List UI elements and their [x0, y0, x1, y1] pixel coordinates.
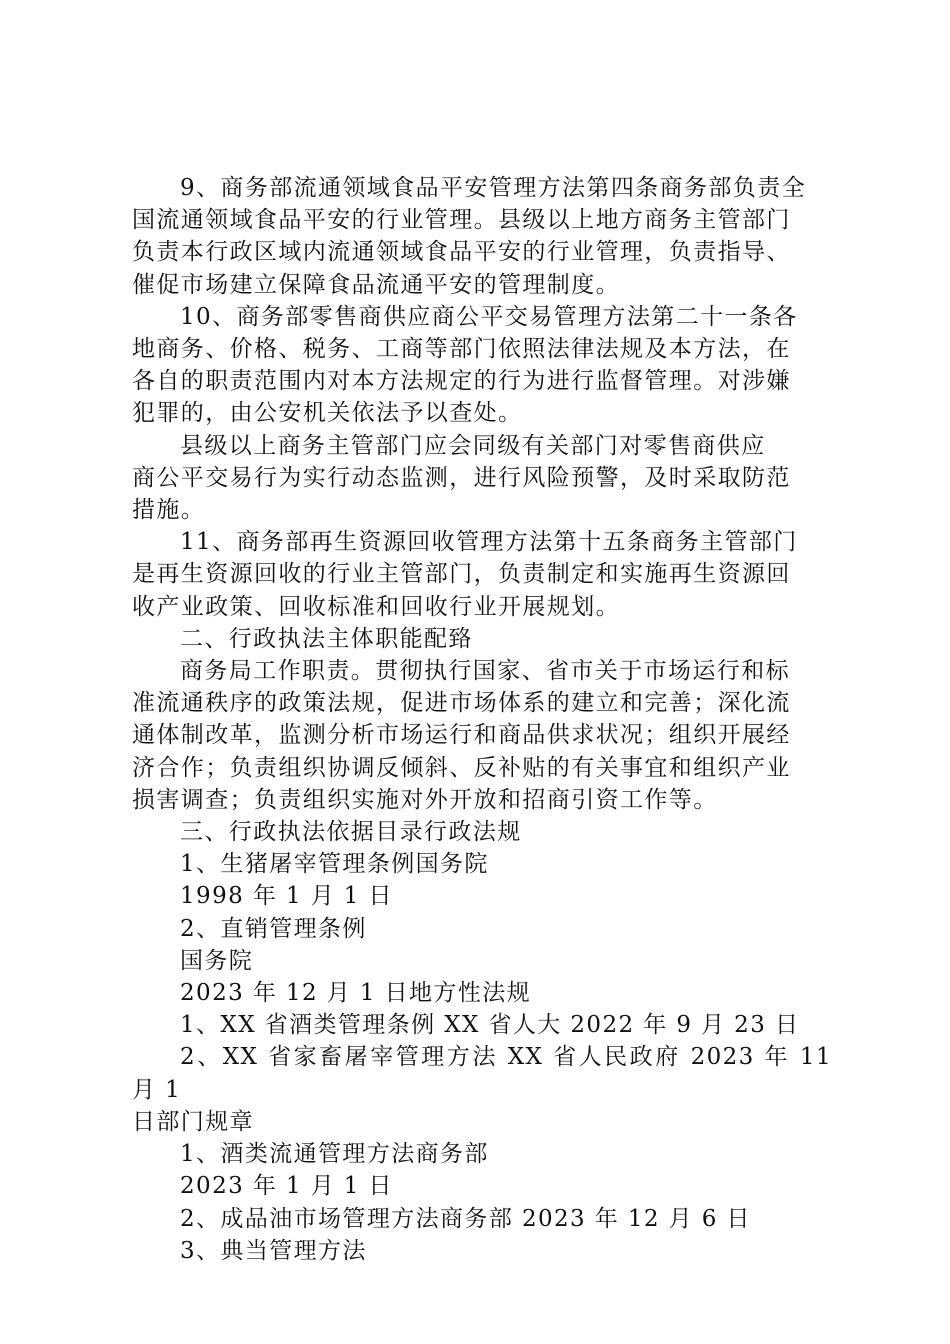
- text-line: 商公平交易行为实行动态监测，进行风险预警，及时采取防范: [132, 464, 791, 491]
- list-item: [132, 1235, 832, 1267]
- list-item: [132, 913, 832, 945]
- text-line: 1、酒类流通管理方法商务部: [180, 1141, 489, 1168]
- text-line: 国流通领域食品平安的行业管理。县级以上地方商务主管部门: [132, 207, 791, 234]
- text-line: 济合作；负责组织协调反倾斜、反补贴的有关事宜和组织产业: [132, 754, 791, 781]
- text-line: 二、行政执法主体职能配臵: [180, 625, 473, 652]
- list-item: [132, 880, 832, 912]
- list-item: [132, 1041, 832, 1138]
- text-line: 损害调查；负责组织实施对外开放和招商引资工作等。: [132, 786, 718, 813]
- text-line: 1、生猪屠宰管理条例国务院: [180, 851, 489, 878]
- text-line: 三、行政执法依据目录行政法规: [180, 819, 522, 846]
- text-line: 商务局工作职责。贯彻执行国家、省市关于市场运行和标: [180, 658, 790, 685]
- paragraph-article-9: [132, 172, 832, 301]
- text-line: 地商务、价格、税务、工商等部门依照法律法规及本方法，在: [132, 336, 791, 363]
- document-body: [132, 172, 832, 1267]
- text-line: 国务院: [180, 947, 254, 974]
- list-item: [132, 977, 832, 1009]
- text-line: 是再生资源回收的行业主管部门，负责制定和实施再生资源回: [132, 561, 791, 588]
- text-line: 犯罪的，由公安机关依法予以查处。: [132, 400, 523, 427]
- list-item: [132, 1170, 832, 1202]
- text-line: 2023 年 12 月 1 日地方性法规: [180, 980, 531, 1007]
- text-line: 1998 年 1 月 1 日: [180, 883, 393, 910]
- section-heading-2: [132, 623, 832, 655]
- text-line: 准流通秩序的政策法规，促进市场体系的建立和完善；深化流: [132, 690, 791, 717]
- text-line: 3、典当管理方法: [180, 1237, 367, 1264]
- text-line: 11、商务部再生资源回收管理方法第十五条商务主管部门: [180, 529, 798, 556]
- text-line: 2、XX 省家畜屠宰管理方法 XX 省人民政府 2023 年 11 月 1: [132, 1044, 832, 1103]
- text-line: 催促市场建立保障食品流通平安的管理制度。: [132, 271, 620, 298]
- text-line: 各自的职责范围内对本方法规定的行为进行监督管理。对涉嫌: [132, 368, 791, 395]
- text-line: 日部门规章: [132, 1108, 254, 1135]
- text-line: 1、XX 省酒类管理条例 XX 省人大 2022 年 9 月 23 日: [180, 1012, 800, 1039]
- paragraph-county-level: [132, 430, 832, 527]
- list-item: [132, 1009, 832, 1041]
- section-heading-3: [132, 816, 832, 848]
- text-line: 9、商务部流通领域食品平安管理方法第四条商务部负责全: [180, 175, 807, 201]
- paragraph-bureau-duties: [132, 655, 832, 816]
- text-line: 2、成品油市场管理方法商务部 2023 年 12 月 6 日: [180, 1205, 751, 1232]
- text-line: 县级以上商务主管部门应会同级有关部门对零售商供应: [180, 432, 766, 459]
- list-item: [132, 945, 832, 977]
- text-line: 10、商务部零售商供应商公平交易管理方法第二十一条各: [180, 303, 798, 330]
- list-item: [132, 848, 832, 880]
- text-line: 收产业政策、回收标准和回收行业开展规划。: [132, 593, 620, 620]
- text-line: 措施。: [132, 497, 206, 524]
- list-item: [132, 1138, 832, 1170]
- paragraph-article-10: [132, 301, 832, 430]
- text-line: 通体制改革，监测分析市场运行和商品供求状况；组织开展经: [132, 722, 791, 749]
- list-item: [132, 1203, 832, 1235]
- text-line: 2、直销管理条例: [180, 915, 367, 942]
- text-line: 负责本行政区域内流通领域食品平安的行业管理，负责指导、: [132, 239, 791, 266]
- paragraph-article-11: [132, 526, 832, 623]
- text-line: 2023 年 1 月 1 日: [180, 1173, 393, 1200]
